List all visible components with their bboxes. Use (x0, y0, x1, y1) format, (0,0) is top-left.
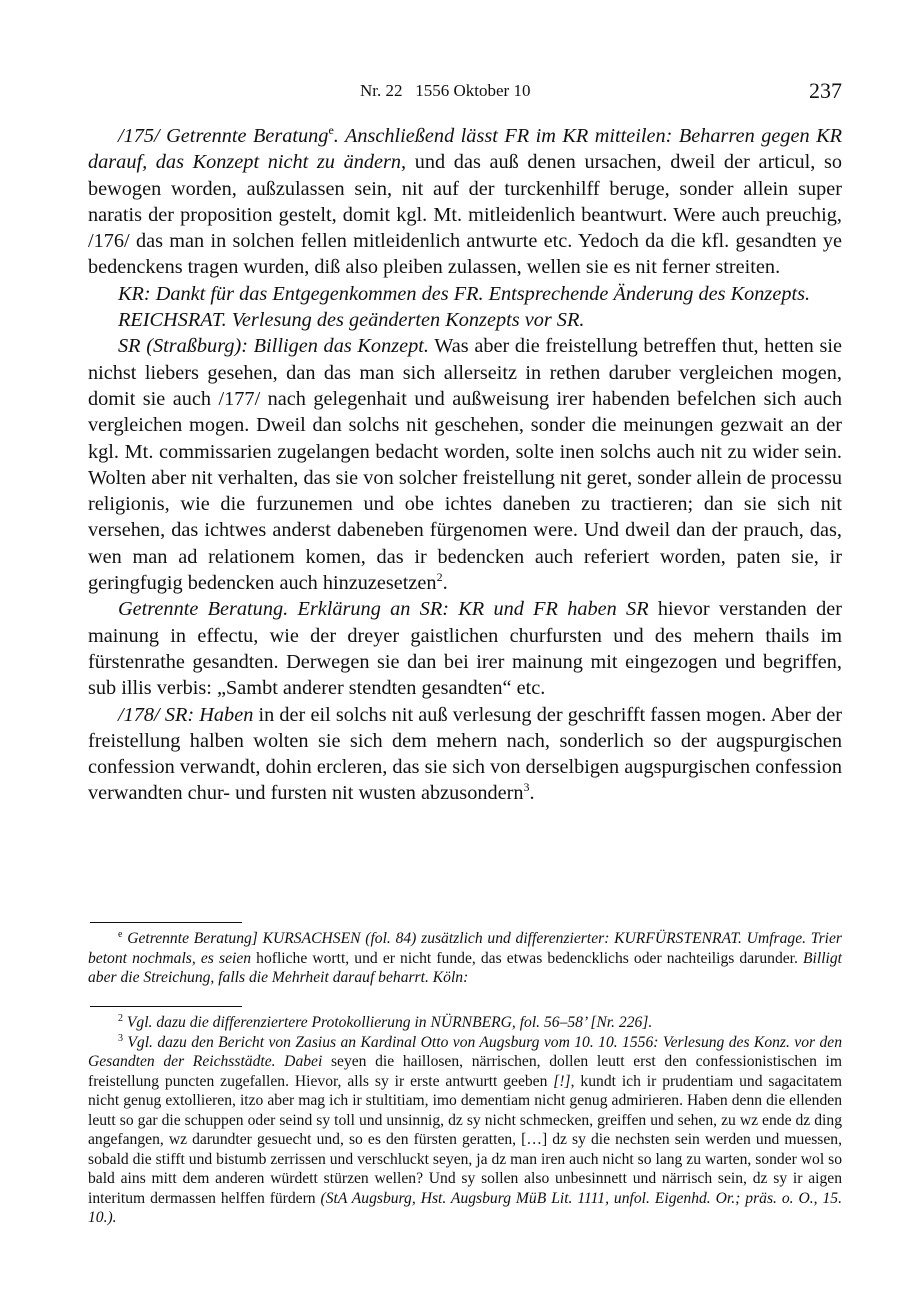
note-marker: 3 (523, 780, 530, 795)
footnote (88, 929, 842, 988)
text-run: in der eil solchs nit auß verlesung der geschrifft fassen mogen. Aber der freistellung halben wolten sie sich dem mehern nach, sonderlich so der augspurgischen confession verwandt, dohin ercleren, das sie sich von derselbigen augspurgischen confession verwandten chur- und fursten nit wusten abzusondern (88, 703, 842, 805)
text-run: Getrennte Beratung] KURSACHSEN (fol. 84) zusätzlich und differenzierter: KURFÜRSTENRAT. Umfrage. Trier betont nochmals, es seien (88, 930, 842, 967)
footnote-rule-letter (90, 922, 242, 923)
note-marker: e (118, 929, 123, 940)
text-run: REICHSRAT. Verlesung des geänderten Konzepts vor SR. (118, 309, 585, 332)
page-header (88, 78, 842, 108)
paragraph (88, 123, 842, 281)
footnotes-letter (88, 929, 842, 988)
text-run: Was aber die freistellung betreffen thut, hetten sie nichst liebers gesehen, dan das man sich allerseitz in rethen daruber vergleichen mogen, domit sie auch /177/ nach gelegenhait und außweisung irer habenden befelchen sich auch vergleichen mogen. Dweil dan solchs nit geschehen, sonder die meinungen gezwait an der kgl. Mt. commissarien zugelangen bedacht worden, solte inen solchs auch nit zu wider sein. Wolten aber nit verhalten, das sie von solcher freistellung nit geret, sonder allein de processu religionis, wie die furzunemen und obe ichtes daneben zu tractieren; dan sie sich nit versehen, das ichtwes anderst dabeneben fürgenomen were. Und dweil dan der prauch, das, wen man ad relationem komen, das ir bedencken auch referiert worden, paten sie, ir geringfugig bedencken auch hinzuzesetzen (88, 335, 842, 595)
page-number: 237 (809, 78, 842, 103)
note-marker: e (328, 123, 334, 137)
paragraph (88, 333, 842, 596)
text-run: SR (Straßburg): Billigen das Konzept. (118, 335, 429, 358)
text-run: [!] (553, 1072, 571, 1090)
text-run: Billigt aber die Streichung, falls die Mehrheit darauf beharrt. Köln: (88, 949, 842, 986)
paragraph (88, 702, 842, 807)
note-marker: 3 (118, 1032, 123, 1044)
text-run: KR: Dankt für das Entgegenkommen des FR. Entsprechende Änderung des Konzepts. (118, 282, 811, 305)
paragraph (88, 596, 842, 701)
paragraph (88, 307, 842, 333)
footnotes-numeric (88, 1013, 842, 1228)
text-run: . Anschließend lässt FR im KR mitteilen: Beharren gegen KR darauf, das Konzept nicht zu ändern, (88, 125, 842, 174)
text-run: und das auß denen ursachen, dweil der articul, so bewogen worden, außzulassen sein, nit auf der turckenhilff beruge, sonder allein super naratis der proposition gestelt, domit kgl. Mt. mitleidenlich beantwurt. Were auch preuchig, /176/ das man in solchen fellen mitleidenlich antwurte etc. Yedoch da die kfl. gesandten ye bedenckens tragen wurden, diß also pleiben zulassen, wellen sie es nit ferner streiten. (88, 151, 842, 279)
footnote (88, 1013, 842, 1033)
running-head: Nr. 22 1556 Oktober 10 (360, 81, 531, 100)
footnote (88, 1033, 842, 1228)
note-marker: 2 (118, 1013, 123, 1024)
text-run: /178/ SR: Haben (118, 703, 254, 726)
text-run: , kundt ich ir prudentiam und sagacitatem nicht genug extollieren, itzo aber mag ich ir stultitiam, imo dementiam nicht genug admirieren. Haben denn die ellenden leutt so gar die schuppen oder seind sy toll und unsinnig, dz sy nicht schmecken, greiffen und sehen, zu wz ende dz ding angefangen, wz darundter gesuecht und, so es den fürsten geratten, […] dz sy die nechsten sein werden und muessen, sobald die stifft und bistumb zerrissen und verschluckt seyen, ja dz man iren auch nicht so lang zu warten, sonder wol so bald ains mitt dem anderen würdett stürzen wellen? Und sy sollen also unbesinnett und närrisch sein, dz sy ir aigen interitum dermassen helffen fürdern (88, 1072, 842, 1207)
text-run: . (442, 572, 448, 595)
footnote-rule-numeric (90, 1006, 242, 1007)
text-run: hievor verstanden der mainung in effectu, wie der dreyer gaistlichen churfursten und des mehern thails im fürstenrathe gesandten. Derwegen sie dan bei irer mainung mit eingezogen und begriffen, sub illis verbis: „Sambt anderer stendten gesandten“ etc. (88, 598, 842, 700)
note-marker: 2 (436, 570, 443, 585)
text-run: (StA Augsburg, Hst. Augsburg MüB Lit. 1111, unfol. Eigenhd. Or.; präs. o. O., 15. 10.). (88, 1189, 843, 1226)
text-run: seyen die haillosen, närrischen, dollen leutt erst den confessionistischen im freistellung puncten zugefallen. Hievor, alls sy ir erste antwurtt geeben (88, 1053, 842, 1090)
main-text (88, 123, 842, 807)
text-run: hofliche wortt, und er nicht funde, das etwas bedencklichs oder nachteiligs darunder. (251, 949, 798, 967)
text-run: . (529, 782, 535, 805)
text-run: Vgl. dazu die differenziertere Protokollierung in NÜRNBERG, fol. 56–58’ [Nr. 226]. (123, 1014, 653, 1031)
text-run: /175/ Getrennte Beratung (118, 125, 329, 147)
text-run: Getrennte Beratung. Erklärung an SR: KR und FR haben SR (118, 598, 649, 621)
document-page (88, 0, 842, 1300)
paragraph (88, 281, 842, 307)
text-run: Vgl. dazu den Bericht von Zasius an Kardinal Otto von Augsburg vom 10. 10. 1556: Verlesung des Konz. vor den Gesandten der Reichsstädte. Dabei (88, 1033, 842, 1070)
